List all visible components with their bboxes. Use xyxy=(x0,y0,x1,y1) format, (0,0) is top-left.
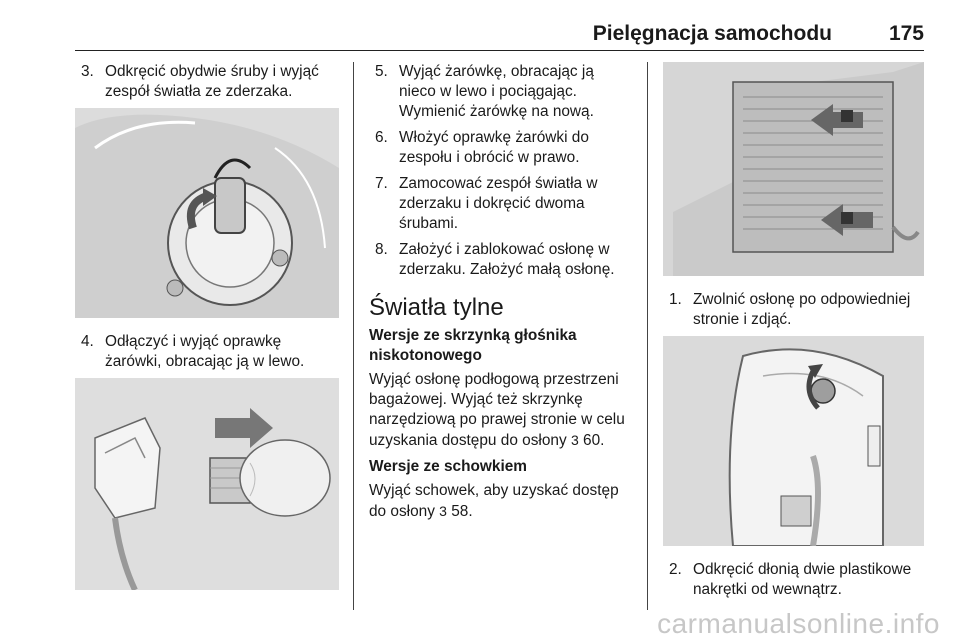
column-middle xyxy=(369,62,633,528)
step-1 xyxy=(663,290,924,330)
figure-plastic-nuts xyxy=(663,336,924,546)
step-number: 4. xyxy=(81,333,94,350)
step-number: 8. xyxy=(375,241,388,258)
step-number: 7. xyxy=(375,175,388,192)
subheading-storage: Wersje ze schowkiem xyxy=(369,458,527,475)
column-divider xyxy=(647,62,648,610)
column-right xyxy=(663,62,924,606)
column-left xyxy=(75,62,339,590)
paragraph-subwoofer: Wyjąć osłonę podłogową przestrzeni bagażowej. Wyjąć też skrzynkę narzędziową po prawej stronie w celu uzyskania dostępu do osłony 3 60. xyxy=(369,371,625,449)
plastic-nuts-illustration xyxy=(663,336,924,546)
page-number: 175 xyxy=(888,22,924,45)
bulb-holder-illustration xyxy=(75,378,339,590)
step-number: 1. xyxy=(669,291,682,308)
cross-reference-page[interactable]: 58. xyxy=(446,503,473,520)
step-number: 2. xyxy=(669,561,682,578)
step-3 xyxy=(75,62,339,102)
step-text: Włożyć oprawkę żarówki do zespołu i obrócić w prawo. xyxy=(399,129,589,166)
watermark: carmanualsonline.info xyxy=(657,608,940,639)
figure-light-assembly xyxy=(75,108,339,318)
step-text: Zwolnić osłonę po odpowiedniej stronie i zdjąć. xyxy=(693,291,911,328)
figure-trunk-cover xyxy=(663,62,924,276)
step-6 xyxy=(369,128,633,168)
step-text: Odkręcić obydwie śruby i wyjąć zespół światła ze zderzaka. xyxy=(105,63,319,100)
step-text: Odłączyć i wyjąć oprawkę żarówki, obracając ją w lewo. xyxy=(105,333,305,370)
page-header xyxy=(75,22,924,51)
step-text: Wyjąć żarówkę, obracając ją nieco w lewo i pociągając. Wymienić żarówkę na nową. xyxy=(399,63,594,120)
step-7 xyxy=(369,174,633,234)
step-text: Założyć i zablokować osłonę w zderzaku. Założyć małą osłonę. xyxy=(399,241,615,278)
step-number: 5. xyxy=(375,63,388,80)
step-number: 3. xyxy=(81,63,94,80)
step-text: Zamocować zespół światła w zderzaku i dokręcić dwoma śrubami. xyxy=(399,175,598,232)
step-5 xyxy=(369,62,633,122)
section-title: Światła tylne xyxy=(369,294,504,321)
trunk-cover-illustration xyxy=(663,62,924,276)
step-8 xyxy=(369,240,633,280)
cross-reference-icon: 3 xyxy=(570,432,579,448)
step-2 xyxy=(663,560,924,600)
step-number: 6. xyxy=(375,129,388,146)
cross-reference-icon: 3 xyxy=(439,503,447,519)
figure-bulb-holder xyxy=(75,378,339,590)
light-assembly-illustration xyxy=(75,108,339,318)
column-divider xyxy=(353,62,354,610)
step-4 xyxy=(75,332,339,372)
step-text: Odkręcić dłonią dwie plastikowe nakrętki od wewnątrz. xyxy=(693,561,912,598)
paragraph-storage: Wyjąć schowek, aby uzyskać dostęp do osłony 3 58. xyxy=(369,482,619,520)
section-header-title: Pielęgnacja samochodu xyxy=(592,22,832,45)
cross-reference-page[interactable]: 60. xyxy=(578,432,605,449)
subheading-subwoofer: Wersje ze skrzynką głośnika niskotonowego xyxy=(369,327,577,364)
